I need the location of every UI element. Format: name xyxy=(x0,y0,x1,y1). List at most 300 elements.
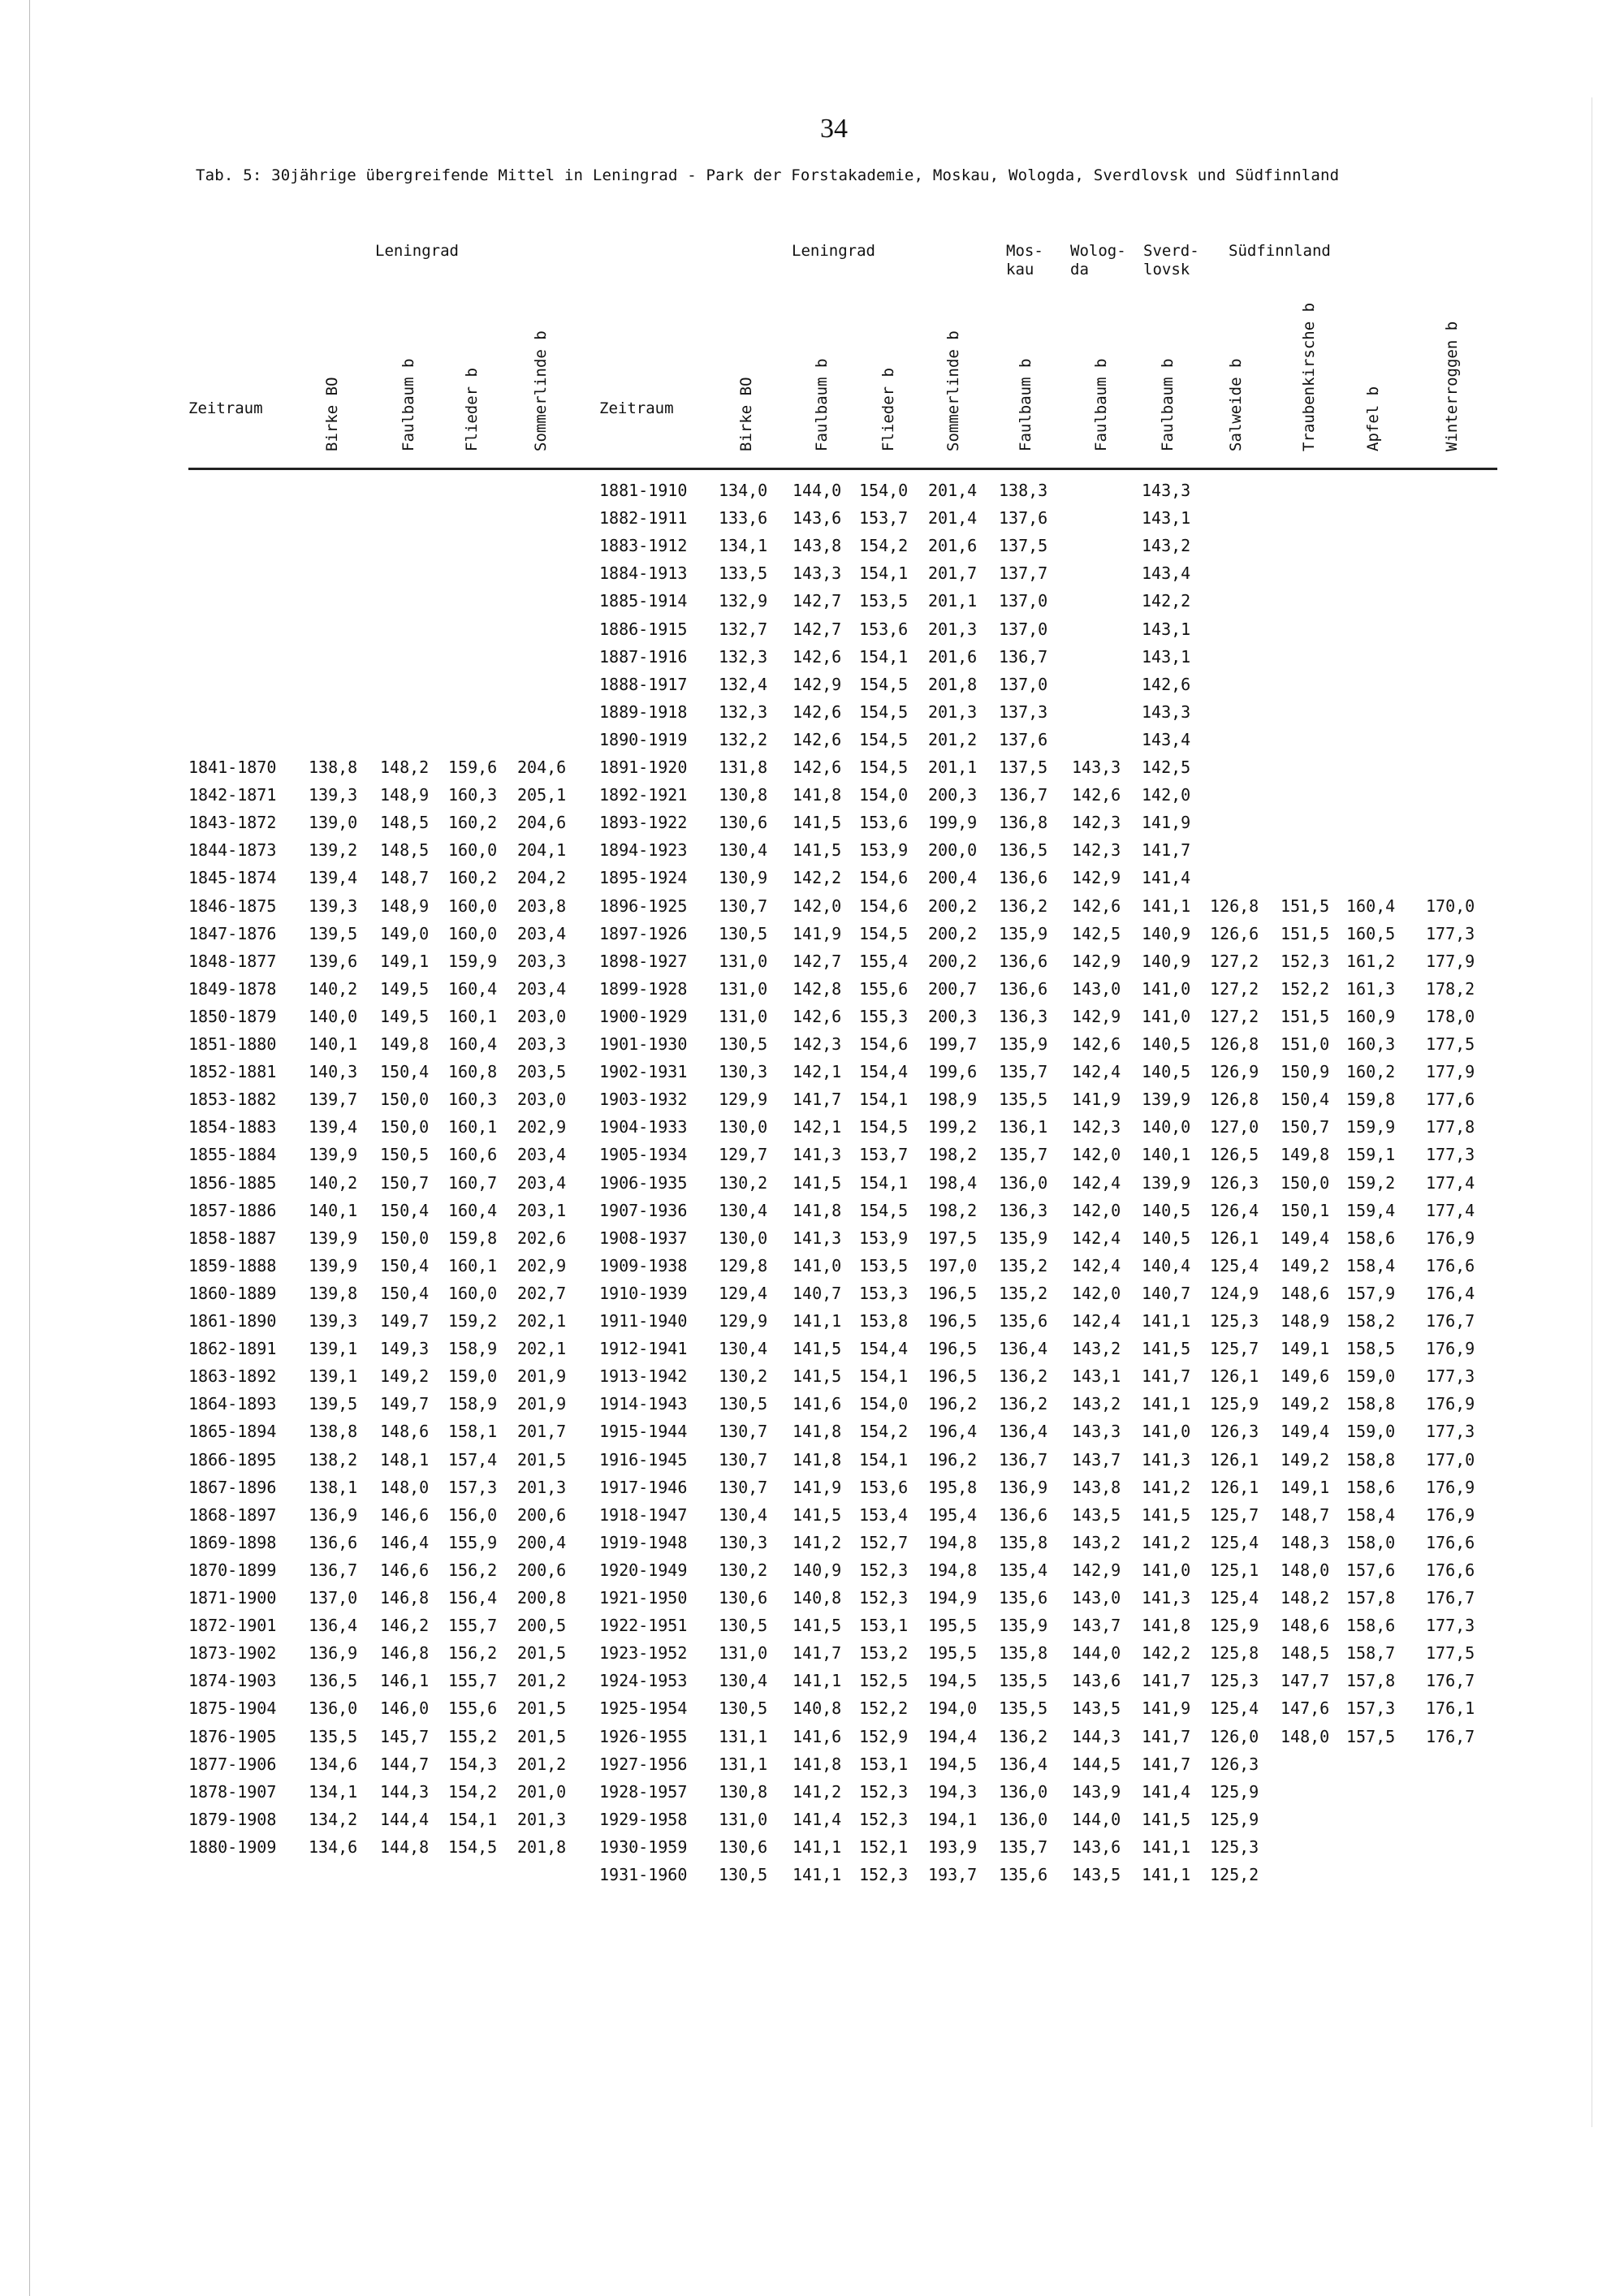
value-cell-right: 137,3 xyxy=(999,701,1048,722)
header-suedfinnland: Südfinnland xyxy=(1229,242,1331,260)
value-cell-left: 201,7 xyxy=(517,1422,567,1442)
value-cell-right: 143,9 xyxy=(1072,1781,1121,1802)
value-cell-right: 136,2 xyxy=(999,1394,1048,1414)
value-cell-right: 153,9 xyxy=(859,1228,909,1248)
column-header-left-2: Flieder b xyxy=(463,368,481,451)
value-cell-right: 201,2 xyxy=(928,729,978,749)
value-cell-left: 205,1 xyxy=(517,785,567,805)
value-cell-right: 177,0 xyxy=(1426,1449,1475,1470)
value-cell-left: 160,8 xyxy=(448,1062,498,1082)
value-cell-right: 126,1 xyxy=(1210,1477,1259,1497)
value-cell-right: 141,3 xyxy=(793,1145,842,1165)
value-cell-right: 139,9 xyxy=(1142,1090,1191,1110)
value-cell-left: 158,9 xyxy=(448,1394,498,1414)
zeitraum-right-cell: 1902-1931 xyxy=(599,1062,688,1082)
value-cell-right: 130,6 xyxy=(719,1588,768,1608)
value-cell-right: 149,4 xyxy=(1281,1422,1330,1442)
zeitraum-left-cell: 1861-1890 xyxy=(188,1311,277,1331)
value-cell-right: 143,8 xyxy=(793,536,842,556)
header-zeitraum-left: Zeitraum xyxy=(188,399,263,417)
zeitraum-right-cell: 1894-1923 xyxy=(599,840,688,861)
value-cell-right: 130,0 xyxy=(719,1117,768,1137)
column-header-right-1: Faulbaum b xyxy=(813,358,831,451)
value-cell-right: 132,7 xyxy=(719,619,768,639)
value-cell-right: 136,6 xyxy=(999,951,1048,971)
value-cell-right: 158,7 xyxy=(1346,1643,1396,1664)
value-cell-left: 156,4 xyxy=(448,1588,498,1608)
value-cell-left: 149,2 xyxy=(380,1366,430,1387)
value-cell-right: 200,3 xyxy=(928,1006,978,1026)
value-cell-left: 146,0 xyxy=(380,1698,430,1719)
value-cell-right: 153,6 xyxy=(859,619,909,639)
zeitraum-right-cell: 1930-1959 xyxy=(599,1836,688,1857)
value-cell-right: 135,4 xyxy=(999,1560,1048,1580)
value-cell-right: 141,5 xyxy=(793,1366,842,1387)
value-cell-right: 125,4 xyxy=(1210,1255,1259,1275)
value-cell-left: 150,5 xyxy=(380,1145,430,1165)
value-cell-left: 144,7 xyxy=(380,1754,430,1774)
value-cell-right: 142,0 xyxy=(1072,1283,1121,1303)
zeitraum-left-cell: 1867-1896 xyxy=(188,1477,277,1497)
zeitraum-right-cell: 1916-1945 xyxy=(599,1449,688,1470)
value-cell-right: 142,0 xyxy=(793,896,842,916)
value-cell-right: 153,6 xyxy=(859,813,909,833)
value-cell-right: 136,4 xyxy=(999,1422,1048,1442)
value-cell-right: 177,9 xyxy=(1426,951,1475,971)
value-cell-left: 157,4 xyxy=(448,1449,498,1470)
value-cell-right: 150,1 xyxy=(1281,1200,1330,1220)
value-cell-right: 143,8 xyxy=(1072,1477,1121,1497)
value-cell-right: 143,1 xyxy=(1142,619,1191,639)
value-cell-right: 149,1 xyxy=(1281,1339,1330,1359)
table-row xyxy=(0,868,1624,896)
value-cell-right: 139,9 xyxy=(1142,1172,1191,1193)
value-cell-left: 160,0 xyxy=(448,1283,498,1303)
value-cell-right: 125,4 xyxy=(1210,1588,1259,1608)
table-row xyxy=(0,1837,1624,1865)
value-cell-right: 176,7 xyxy=(1426,1588,1475,1608)
value-cell-right: 150,4 xyxy=(1281,1090,1330,1110)
table-row xyxy=(0,1201,1624,1228)
value-cell-right: 142,6 xyxy=(793,729,842,749)
value-cell-right: 148,2 xyxy=(1281,1588,1330,1608)
value-cell-right: 143,0 xyxy=(1072,1588,1121,1608)
value-cell-left: 134,2 xyxy=(309,1809,358,1829)
value-cell-right: 142,4 xyxy=(1072,1255,1121,1275)
value-cell-right: 135,5 xyxy=(999,1698,1048,1719)
value-cell-right: 160,3 xyxy=(1346,1034,1396,1054)
value-cell-right: 125,9 xyxy=(1210,1809,1259,1829)
value-cell-right: 161,2 xyxy=(1346,951,1396,971)
value-cell-right: 137,0 xyxy=(999,619,1048,639)
value-cell-right: 136,8 xyxy=(999,813,1048,833)
zeitraum-right-cell: 1889-1918 xyxy=(599,701,688,722)
value-cell-right: 150,9 xyxy=(1281,1062,1330,1082)
value-cell-right: 135,6 xyxy=(999,1865,1048,1884)
value-cell-left: 160,1 xyxy=(448,1255,498,1275)
value-cell-left: 203,3 xyxy=(517,951,567,971)
value-cell-right: 196,5 xyxy=(928,1366,978,1387)
value-cell-right: 143,6 xyxy=(793,508,842,529)
value-cell-left: 136,9 xyxy=(309,1643,358,1664)
value-cell-right: 142,6 xyxy=(793,646,842,667)
value-cell-right: 136,2 xyxy=(999,1726,1048,1746)
value-cell-left: 202,7 xyxy=(517,1283,567,1303)
column-header-right-7: Salweide b xyxy=(1227,358,1245,451)
value-cell-left: 144,3 xyxy=(380,1781,430,1802)
value-cell-right: 141,0 xyxy=(793,1255,842,1275)
value-cell-right: 198,9 xyxy=(928,1090,978,1110)
value-cell-right: 141,1 xyxy=(1142,1394,1191,1414)
column-header-left-0: Birke BO xyxy=(323,377,341,451)
value-cell-right: 143,2 xyxy=(1142,536,1191,556)
value-cell-left: 148,6 xyxy=(380,1422,430,1442)
value-cell-left: 140,1 xyxy=(309,1200,358,1220)
value-cell-right: 153,4 xyxy=(859,1504,909,1525)
value-cell-left: 139,4 xyxy=(309,1117,358,1137)
value-cell-right: 140,5 xyxy=(1142,1062,1191,1082)
value-cell-right: 141,8 xyxy=(793,1200,842,1220)
value-cell-right: 142,0 xyxy=(1072,1200,1121,1220)
value-cell-right: 142,2 xyxy=(1142,591,1191,611)
value-cell-right: 153,5 xyxy=(859,591,909,611)
table-row xyxy=(0,840,1624,868)
table-row xyxy=(0,1062,1624,1090)
header-leningrad-left: Leningrad xyxy=(375,242,459,260)
value-cell-right: 136,6 xyxy=(999,1504,1048,1525)
value-cell-left: 160,1 xyxy=(448,1117,498,1137)
value-cell-left: 204,2 xyxy=(517,868,567,888)
value-cell-right: 177,3 xyxy=(1426,1145,1475,1165)
value-cell-right: 125,9 xyxy=(1210,1616,1259,1636)
value-cell-right: 126,5 xyxy=(1210,1145,1259,1165)
value-cell-right: 136,7 xyxy=(999,1449,1048,1470)
value-cell-right: 141,3 xyxy=(793,1228,842,1248)
value-cell-right: 141,0 xyxy=(1142,1006,1191,1026)
value-cell-left: 202,1 xyxy=(517,1339,567,1359)
zeitraum-right-cell: 1920-1949 xyxy=(599,1560,688,1580)
value-cell-right: 130,4 xyxy=(719,1671,768,1691)
value-cell-right: 148,6 xyxy=(1281,1616,1330,1636)
value-cell-right: 132,4 xyxy=(719,674,768,694)
page-number: 34 xyxy=(820,114,848,144)
value-cell-right: 154,1 xyxy=(859,1090,909,1110)
zeitraum-right-cell: 1908-1937 xyxy=(599,1228,688,1248)
value-cell-left: 203,4 xyxy=(517,923,567,943)
value-cell-right: 141,9 xyxy=(1142,1698,1191,1719)
table-row xyxy=(0,675,1624,702)
value-cell-left: 154,3 xyxy=(448,1754,498,1774)
value-cell-right: 143,4 xyxy=(1142,729,1191,749)
value-cell-right: 142,4 xyxy=(1072,1311,1121,1331)
value-cell-right: 177,4 xyxy=(1426,1172,1475,1193)
value-cell-right: 177,8 xyxy=(1426,1117,1475,1137)
value-cell-right: 141,8 xyxy=(793,1422,842,1442)
value-cell-right: 176,9 xyxy=(1426,1394,1475,1414)
value-cell-left: 139,1 xyxy=(309,1339,358,1359)
value-cell-left: 144,8 xyxy=(380,1836,430,1857)
zeitraum-left-cell: 1845-1874 xyxy=(188,868,277,888)
column-header-right-5: Faulbaum b xyxy=(1092,358,1110,451)
table-row xyxy=(0,563,1624,591)
zeitraum-left-cell: 1846-1875 xyxy=(188,896,277,916)
header-rule xyxy=(188,468,1497,470)
value-cell-left: 204,6 xyxy=(517,757,567,777)
zeitraum-right-cell: 1918-1947 xyxy=(599,1504,688,1525)
value-cell-left: 201,2 xyxy=(517,1754,567,1774)
value-cell-right: 178,2 xyxy=(1426,978,1475,999)
value-cell-right: 141,5 xyxy=(793,1504,842,1525)
value-cell-right: 131,1 xyxy=(719,1726,768,1746)
value-cell-right: 196,5 xyxy=(928,1311,978,1331)
value-cell-right: 133,6 xyxy=(719,508,768,529)
value-cell-left: 202,9 xyxy=(517,1255,567,1275)
value-cell-left: 150,4 xyxy=(380,1062,430,1082)
value-cell-right: 200,2 xyxy=(928,896,978,916)
value-cell-right: 135,5 xyxy=(999,1671,1048,1691)
value-cell-right: 130,3 xyxy=(719,1062,768,1082)
value-cell-left: 158,9 xyxy=(448,1339,498,1359)
table-row xyxy=(0,785,1624,813)
zeitraum-left-cell: 1849-1878 xyxy=(188,978,277,999)
value-cell-right: 136,7 xyxy=(999,785,1048,805)
value-cell-right: 176,9 xyxy=(1426,1504,1475,1525)
value-cell-right: 135,7 xyxy=(999,1836,1048,1857)
value-cell-right: 176,9 xyxy=(1426,1228,1475,1248)
value-cell-right: 149,4 xyxy=(1281,1228,1330,1248)
value-cell-left: 148,0 xyxy=(380,1477,430,1497)
value-cell-right: 141,5 xyxy=(793,813,842,833)
value-cell-right: 195,5 xyxy=(928,1643,978,1664)
value-cell-right: 153,3 xyxy=(859,1283,909,1303)
value-cell-right: 198,2 xyxy=(928,1145,978,1165)
value-cell-right: 201,7 xyxy=(928,563,978,584)
value-cell-right: 150,7 xyxy=(1281,1117,1330,1137)
value-cell-left: 148,9 xyxy=(380,896,430,916)
value-cell-right: 176,7 xyxy=(1426,1671,1475,1691)
value-cell-right: 141,1 xyxy=(1142,1311,1191,1331)
value-cell-right: 151,5 xyxy=(1281,1006,1330,1026)
value-cell-right: 130,3 xyxy=(719,1532,768,1552)
zeitraum-left-cell: 1877-1906 xyxy=(188,1754,277,1774)
zeitraum-right-cell: 1895-1924 xyxy=(599,868,688,888)
zeitraum-right-cell: 1923-1952 xyxy=(599,1643,688,1664)
value-cell-right: 141,8 xyxy=(793,1754,842,1774)
zeitraum-left-cell: 1872-1901 xyxy=(188,1616,277,1636)
value-cell-right: 194,8 xyxy=(928,1532,978,1552)
value-cell-right: 177,3 xyxy=(1426,1616,1475,1636)
value-cell-left: 154,1 xyxy=(448,1809,498,1829)
value-cell-right: 148,5 xyxy=(1281,1643,1330,1664)
value-cell-right: 125,3 xyxy=(1210,1671,1259,1691)
value-cell-right: 142,3 xyxy=(1072,840,1121,861)
value-cell-right: 158,8 xyxy=(1346,1449,1396,1470)
value-cell-right: 126,3 xyxy=(1210,1754,1259,1774)
value-cell-right: 141,5 xyxy=(793,1339,842,1359)
table-row xyxy=(0,1366,1624,1394)
value-cell-right: 125,9 xyxy=(1210,1781,1259,1802)
value-cell-right: 130,5 xyxy=(719,923,768,943)
value-cell-left: 200,8 xyxy=(517,1588,567,1608)
value-cell-left: 136,7 xyxy=(309,1560,358,1580)
value-cell-right: 159,0 xyxy=(1346,1422,1396,1442)
value-cell-left: 203,1 xyxy=(517,1200,567,1220)
value-cell-right: 141,9 xyxy=(1142,813,1191,833)
value-cell-right: 142,9 xyxy=(1072,1560,1121,1580)
value-cell-right: 155,4 xyxy=(859,951,909,971)
value-cell-right: 130,5 xyxy=(719,1616,768,1636)
value-cell-right: 125,3 xyxy=(1210,1311,1259,1331)
value-cell-left: 201,9 xyxy=(517,1366,567,1387)
value-cell-left: 135,5 xyxy=(309,1726,358,1746)
value-cell-right: 126,8 xyxy=(1210,1090,1259,1110)
value-cell-left: 203,8 xyxy=(517,896,567,916)
zeitraum-left-cell: 1878-1907 xyxy=(188,1781,277,1802)
value-cell-right: 141,8 xyxy=(793,785,842,805)
value-cell-right: 130,4 xyxy=(719,1339,768,1359)
value-cell-right: 137,6 xyxy=(999,729,1048,749)
value-cell-right: 154,0 xyxy=(859,481,909,500)
column-header-right-0: Birke BO xyxy=(737,377,755,451)
value-cell-left: 139,5 xyxy=(309,923,358,943)
value-cell-left: 139,3 xyxy=(309,1311,358,1331)
value-cell-right: 157,6 xyxy=(1346,1560,1396,1580)
value-cell-right: 141,1 xyxy=(1142,1865,1191,1884)
value-cell-right: 141,0 xyxy=(1142,1422,1191,1442)
value-cell-right: 158,6 xyxy=(1346,1228,1396,1248)
value-cell-right: 132,3 xyxy=(719,701,768,722)
value-cell-right: 201,3 xyxy=(928,619,978,639)
value-cell-right: 142,1 xyxy=(793,1062,842,1082)
value-cell-left: 136,5 xyxy=(309,1671,358,1691)
table-row xyxy=(0,952,1624,979)
table-row xyxy=(0,1727,1624,1754)
value-cell-left: 200,4 xyxy=(517,1532,567,1552)
value-cell-right: 129,8 xyxy=(719,1255,768,1275)
value-cell-right: 154,6 xyxy=(859,1034,909,1054)
value-cell-right: 143,7 xyxy=(1072,1616,1121,1636)
value-cell-left: 136,4 xyxy=(309,1616,358,1636)
value-cell-right: 152,3 xyxy=(859,1809,909,1829)
value-cell-right: 141,5 xyxy=(1142,1339,1191,1359)
value-cell-left: 160,2 xyxy=(448,868,498,888)
zeitraum-left-cell: 1851-1880 xyxy=(188,1034,277,1054)
zeitraum-right-cell: 1911-1940 xyxy=(599,1311,688,1331)
value-cell-right: 142,6 xyxy=(793,757,842,777)
value-cell-right: 143,5 xyxy=(1072,1698,1121,1719)
zeitraum-right-cell: 1917-1946 xyxy=(599,1477,688,1497)
value-cell-right: 141,4 xyxy=(1142,868,1191,888)
value-cell-right: 141,9 xyxy=(793,923,842,943)
value-cell-right: 176,6 xyxy=(1426,1255,1475,1275)
value-cell-right: 135,6 xyxy=(999,1588,1048,1608)
value-cell-right: 200,3 xyxy=(928,785,978,805)
value-cell-right: 140,8 xyxy=(793,1698,842,1719)
value-cell-left: 137,0 xyxy=(309,1588,358,1608)
value-cell-right: 141,3 xyxy=(1142,1588,1191,1608)
value-cell-right: 176,6 xyxy=(1426,1560,1475,1580)
zeitraum-left-cell: 1842-1871 xyxy=(188,785,277,805)
table-row xyxy=(0,619,1624,647)
value-cell-right: 201,1 xyxy=(928,757,978,777)
value-cell-left: 203,4 xyxy=(517,978,567,999)
table-row xyxy=(0,924,1624,952)
value-cell-right: 151,0 xyxy=(1281,1034,1330,1054)
value-cell-right: 177,9 xyxy=(1426,1062,1475,1082)
value-cell-right: 157,8 xyxy=(1346,1588,1396,1608)
value-cell-right: 135,7 xyxy=(999,1062,1048,1082)
table-row xyxy=(0,813,1624,840)
value-cell-right: 198,2 xyxy=(928,1200,978,1220)
value-cell-right: 193,7 xyxy=(928,1865,978,1884)
zeitraum-left-cell: 1879-1908 xyxy=(188,1809,277,1829)
column-header-right-2: Flieder b xyxy=(879,368,897,451)
value-cell-right: 177,5 xyxy=(1426,1034,1475,1054)
value-cell-right: 148,9 xyxy=(1281,1311,1330,1331)
table-row xyxy=(0,481,1624,508)
table-row xyxy=(0,1754,1624,1782)
value-cell-right: 125,4 xyxy=(1210,1698,1259,1719)
value-cell-right: 142,7 xyxy=(793,619,842,639)
value-cell-right: 152,3 xyxy=(859,1588,909,1608)
value-cell-right: 141,7 xyxy=(1142,1366,1191,1387)
value-cell-left: 160,4 xyxy=(448,978,498,999)
value-cell-right: 143,5 xyxy=(1072,1504,1121,1525)
value-cell-right: 142,0 xyxy=(1142,785,1191,805)
value-cell-left: 145,7 xyxy=(380,1726,430,1746)
zeitraum-left-cell: 1847-1876 xyxy=(188,923,277,943)
value-cell-right: 194,3 xyxy=(928,1781,978,1802)
value-cell-left: 156,0 xyxy=(448,1504,498,1525)
value-cell-left: 150,0 xyxy=(380,1090,430,1110)
value-cell-left: 159,9 xyxy=(448,951,498,971)
value-cell-right: 152,2 xyxy=(859,1698,909,1719)
table-row xyxy=(0,1478,1624,1505)
value-cell-right: 140,0 xyxy=(1142,1117,1191,1137)
value-cell-right: 154,6 xyxy=(859,868,909,888)
value-cell-right: 141,1 xyxy=(793,1836,842,1857)
zeitraum-left-cell: 1854-1883 xyxy=(188,1117,277,1137)
value-cell-right: 142,1 xyxy=(793,1117,842,1137)
value-cell-right: 140,1 xyxy=(1142,1145,1191,1165)
value-cell-right: 131,0 xyxy=(719,951,768,971)
value-cell-right: 149,2 xyxy=(1281,1394,1330,1414)
value-cell-left: 155,6 xyxy=(448,1698,498,1719)
value-cell-left: 203,0 xyxy=(517,1006,567,1026)
value-cell-left: 149,8 xyxy=(380,1034,430,1054)
value-cell-right: 143,3 xyxy=(1142,701,1191,722)
value-cell-right: 136,9 xyxy=(999,1477,1048,1497)
value-cell-left: 148,5 xyxy=(380,840,430,861)
value-cell-right: 141,1 xyxy=(1142,896,1191,916)
value-cell-right: 201,6 xyxy=(928,646,978,667)
value-cell-right: 154,1 xyxy=(859,1449,909,1470)
zeitraum-left-cell: 1873-1902 xyxy=(188,1643,277,1664)
value-cell-right: 201,8 xyxy=(928,674,978,694)
zeitraum-left-cell: 1876-1905 xyxy=(188,1726,277,1746)
value-cell-right: 153,2 xyxy=(859,1643,909,1664)
value-cell-right: 194,9 xyxy=(928,1588,978,1608)
value-cell-right: 126,3 xyxy=(1210,1422,1259,1442)
value-cell-right: 141,5 xyxy=(793,1172,842,1193)
value-cell-right: 141,4 xyxy=(1142,1781,1191,1802)
value-cell-right: 177,4 xyxy=(1426,1200,1475,1220)
value-cell-right: 136,3 xyxy=(999,1200,1048,1220)
value-cell-left: 201,3 xyxy=(517,1809,567,1829)
value-cell-right: 130,8 xyxy=(719,1781,768,1802)
zeitraum-left-cell: 1852-1881 xyxy=(188,1062,277,1082)
value-cell-right: 142,6 xyxy=(1072,1034,1121,1054)
